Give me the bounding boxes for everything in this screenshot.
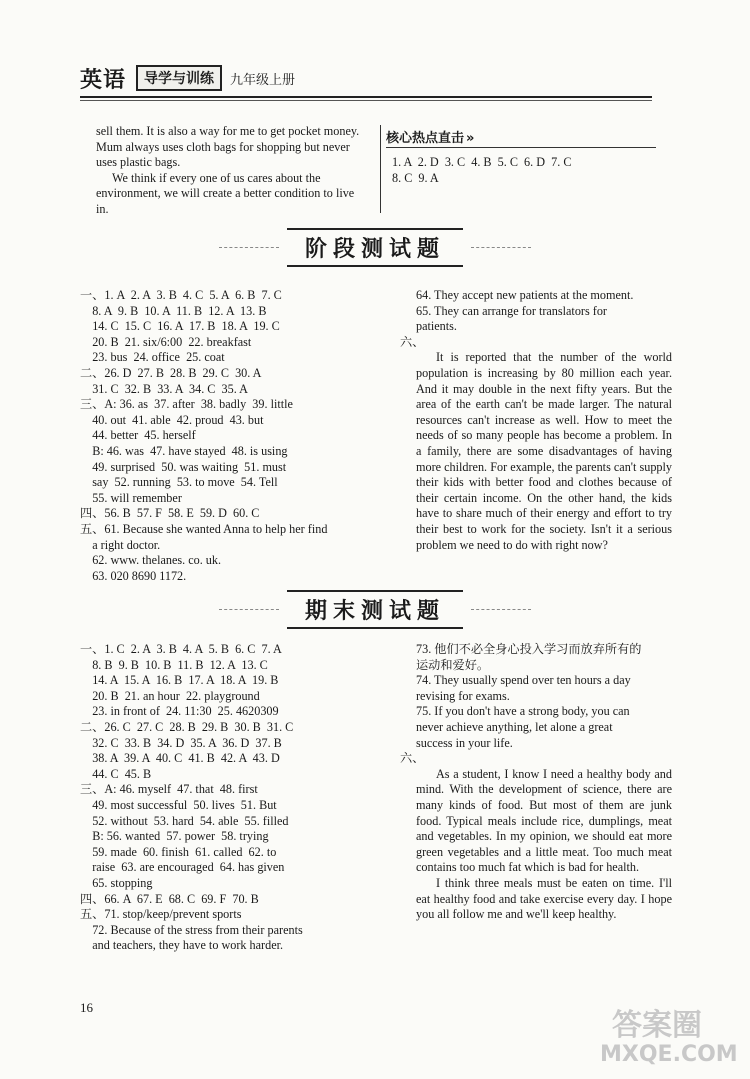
column-divider — [380, 125, 381, 213]
core-rule — [386, 147, 656, 148]
answer-line: 20. B 21. six/6:00 22. breakfast — [80, 334, 252, 349]
answer-line: 五、61. Because she wanted Anna to help her find — [80, 521, 328, 536]
answer-line: 74. They usually spend over ten hours a day — [416, 673, 631, 688]
watermark-url: MXQE.COM — [600, 1042, 738, 1067]
answer-line: 52. without 53. hard 54. able 55. filled — [80, 813, 289, 828]
top-para-2: We think if every one of us cares about the environment, we will create a better condition to live in. — [96, 170, 355, 216]
final-essay-para-2: I think three meals must be eaten on time. I'll eat healthy food and take exercise every day. I hope you all follow me and we'll keep healthy. — [416, 875, 672, 922]
answer-line: 64. They accept new patients at the moment. — [416, 288, 634, 302]
answer-line: B: 56. wanted 57. power 58. trying — [80, 829, 269, 844]
header-rule — [80, 96, 652, 98]
answer-line: 65. stopping — [80, 875, 153, 890]
answer-line: 一、1. C 2. A 3. B 4. A 5. B 6. C 7. A — [80, 642, 282, 656]
answer-line: 一、1. A 2. A 3. B 4. C 5. A 6. B 7. C — [80, 288, 282, 302]
answer-line: patients. — [416, 319, 457, 334]
answer-line: 59. made 60. finish 61. called 62. to — [80, 844, 277, 859]
answer-line: 63. 020 8690 1172. — [80, 568, 187, 583]
heading-ornament-left — [219, 247, 279, 248]
answer-line: 55. will remember — [80, 490, 182, 505]
header-grade: 九年级上册 — [230, 72, 296, 88]
core-heading — [386, 127, 474, 146]
final-section-heading — [0, 590, 750, 629]
core-answers — [392, 155, 672, 186]
final-left-answers — [80, 642, 380, 954]
final-essay-para-1: As a student, I know I need a healthy body and mind. With the development of science, there are many kinds of food. But most of them are junk food. Typical meals include rice, dumplings, meat and vegetables. In my opinion, we should eat more green vegetables and a little meat. Too much meat contains too much fat which is bad for health. — [416, 766, 672, 875]
answer-line: 65. They can arrange for translators for — [416, 303, 607, 318]
top-para-1: sell them. It is also a way for me to get pocket money. Mum always uses cloth bags for shopping but never uses plastic bags. — [96, 124, 360, 170]
answer-line: 44. C 45. B — [80, 766, 152, 781]
answer-line: a right doctor. — [80, 537, 161, 552]
answer-line: 32. C 33. B 34. D 35. A 36. D 37. B — [80, 735, 282, 750]
answer-line: 38. A 39. A 40. C 41. B 42. A 43. D — [80, 751, 280, 766]
answer-line: 二、26. C 27. C 28. B 29. B 30. B 31. C — [80, 719, 294, 734]
answer-line: 72. Because of the stress from their parents — [80, 922, 303, 937]
answer-line: success in your life. — [416, 735, 513, 750]
answer-line: 8. A 9. B 10. A 11. B 12. A 13. B — [80, 303, 267, 318]
answer-line: raise 63. are encouraged 64. has given — [80, 860, 285, 875]
answer-line: 14. C 15. C 16. A 17. B 18. A 19. C — [80, 319, 280, 334]
heading-ornament-left — [219, 609, 279, 610]
answer-line: 四、56. B 57. F 58. E 59. D 60. C — [80, 506, 260, 521]
final-right-answers — [400, 642, 672, 923]
answer-line: 23. in front of 24. 11:30 25. 4620309 — [80, 704, 279, 719]
final-title: 期末测试题 — [287, 590, 463, 629]
answer-line: 8. B 9. B 10. B 11. B 12. A 13. C — [80, 657, 268, 672]
section-six-label: 六、 — [400, 334, 425, 349]
answer-line: 20. B 21. an hour 22. playground — [80, 688, 260, 703]
stage-title: 阶段测试题 — [287, 228, 463, 267]
double-chevron-icon: » — [466, 131, 475, 146]
stage-right-answers — [400, 288, 672, 553]
answer-line: 49. most successful 50. lives 51. But — [80, 797, 277, 812]
header-series: 导学与训练 — [136, 65, 222, 91]
answer-line: 三、A: 36. as 37. after 38. badly 39. little — [80, 397, 293, 412]
answer-line: 14. A 15. A 16. B 17. A 18. A 19. B — [80, 673, 279, 688]
answer-line: never achieve anything, let alone a great — [416, 719, 613, 734]
page-header — [80, 64, 295, 92]
answer-line: 五、71. stop/keep/prevent sports — [80, 907, 242, 922]
page-number: 16 — [80, 1000, 93, 1015]
answer-line: 44. better 45. herself — [80, 428, 196, 443]
section-six-label: 六、 — [400, 751, 425, 766]
answer-line: 运动和爱好。 — [416, 657, 490, 672]
stage-left-answers — [80, 288, 380, 584]
top-left-text — [96, 124, 366, 218]
core-line-1: 1. A 2. D 3. C 4. B 5. C 6. D 7. C — [392, 155, 572, 169]
header-title: 英语 — [80, 67, 127, 93]
stage-essay: It is reported that the number of the world population is increasing by 80 million each year. And it may double in the next fifty years. But the area of the earth can't be made larger. The natural resources can't increase as well. How to meet the needs of so many people has become a problem. In a family, there are some disadvantages of having more children. For example, the parents can't supply their kids with better food and clothes because of their certain income. On the other hand, the kids have to share much of their energy and effort to try their best to work for the society. Isn't it a serious problem we need to do with right now? — [416, 350, 672, 552]
heading-ornament-right — [471, 247, 531, 248]
heading-ornament-right — [471, 609, 531, 610]
core-title: 核心热点直击 — [386, 131, 465, 146]
answer-line: revising for exams. — [416, 688, 510, 703]
answer-line: 二、26. D 27. B 28. B 29. C 30. A — [80, 365, 262, 380]
answer-line: 73. 他们不必全身心投入学习而放弃所有的 — [416, 642, 642, 656]
answer-line: 23. bus 24. office 25. coat — [80, 350, 225, 365]
answer-line: 62. www. thelanes. co. uk. — [80, 553, 222, 568]
answer-line: 三、A: 46. myself 47. that 48. first — [80, 782, 258, 797]
answer-line: say 52. running 53. to move 54. Tell — [80, 475, 278, 490]
core-line-2: 8. C 9. A — [392, 170, 439, 185]
answer-line: 40. out 41. able 42. proud 43. but — [80, 412, 264, 427]
answer-line: and teachers, they have to work harder. — [80, 938, 284, 953]
answer-line: 49. surprised 50. was waiting 51. must — [80, 459, 287, 474]
answer-line: 31. C 32. B 33. A 34. C 35. A — [80, 381, 248, 396]
header-rule-thin — [80, 100, 652, 101]
answer-line: 四、66. A 67. E 68. C 69. F 70. B — [80, 891, 259, 906]
stage-section-heading — [0, 228, 750, 267]
answer-line: B: 46. was 47. have stayed 48. is using — [80, 443, 288, 458]
watermark-logo: 答案圈 — [612, 1008, 702, 1043]
answer-line: 75. If you don't have a strong body, you can — [416, 704, 630, 719]
